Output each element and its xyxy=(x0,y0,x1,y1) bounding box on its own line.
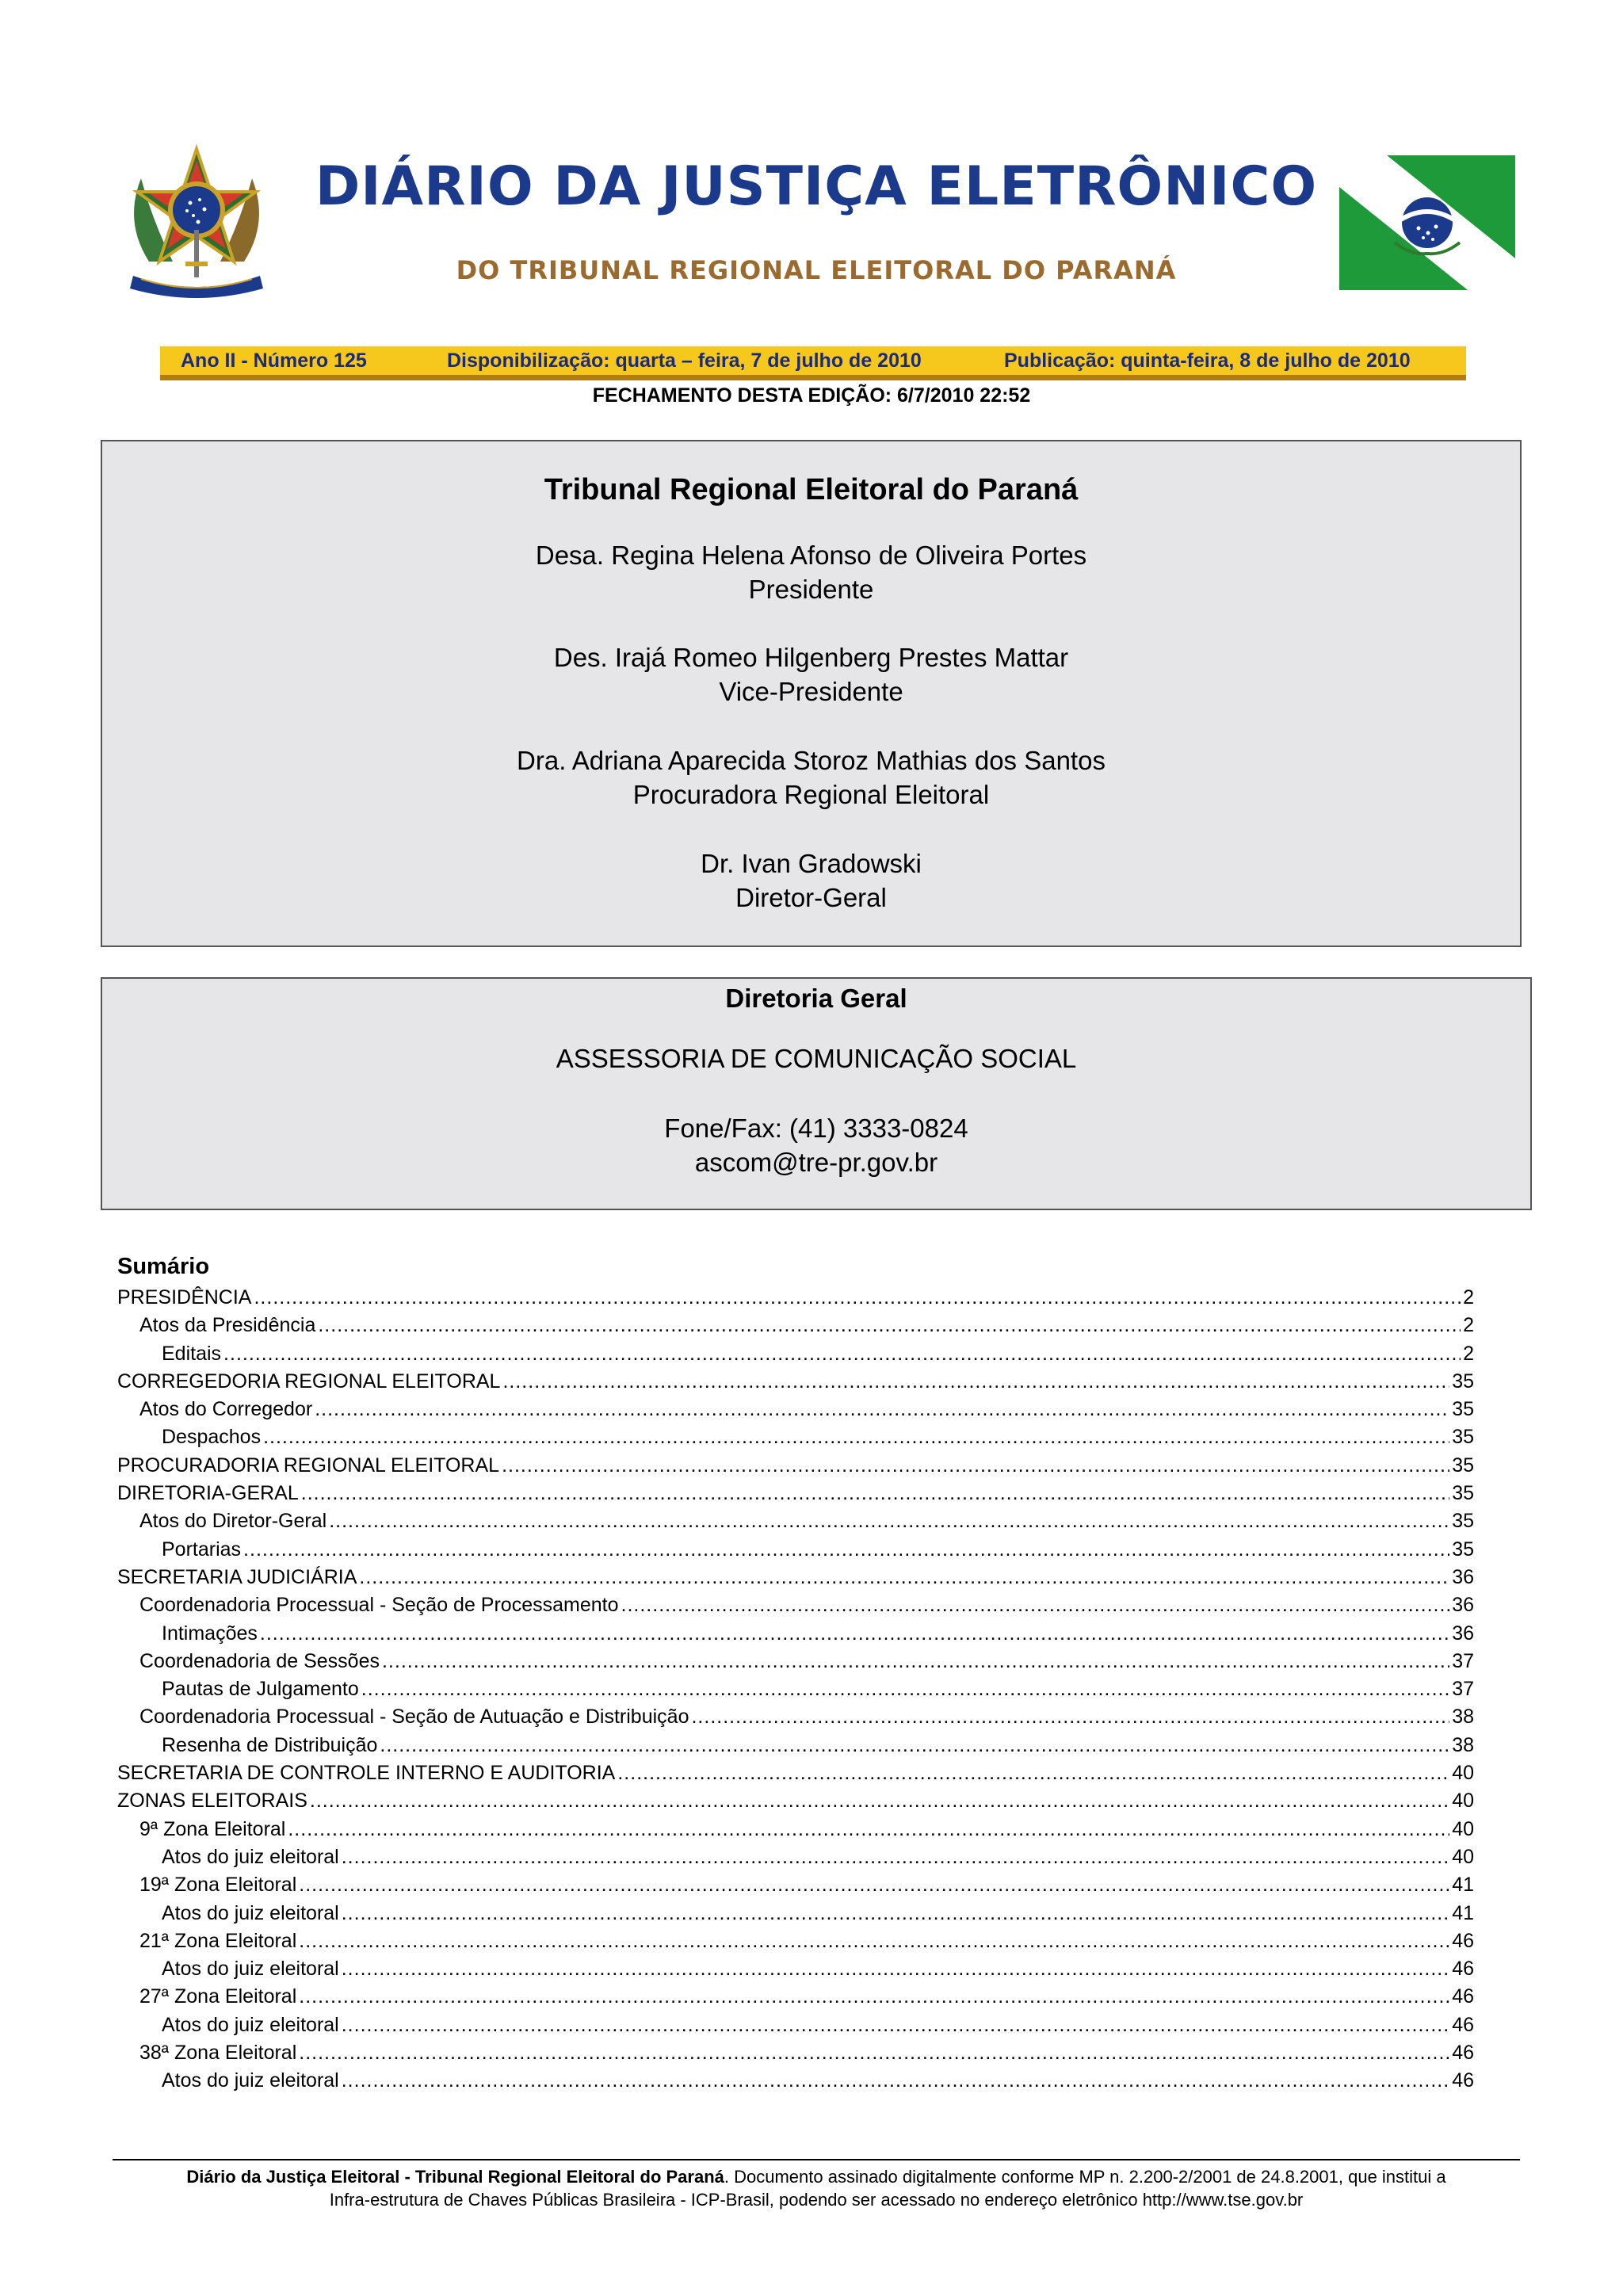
toc-page-number: 35 xyxy=(1452,1426,1474,1449)
edition-info-bar xyxy=(160,346,1466,380)
toc-page-number: 40 xyxy=(1452,1790,1474,1813)
toc-label: Atos do juiz eleitoral xyxy=(162,2069,339,2092)
toc-dot-leader xyxy=(263,1423,1449,1451)
footer-text: . Documento assinado digitalmente conforme MP n. 2.200-2/2001 de 24.8.2001, que institui a xyxy=(724,2167,1446,2187)
toc-page-number: 41 xyxy=(1452,1874,1474,1897)
toc-page-number: 37 xyxy=(1452,1649,1474,1672)
toc-label: Atos da Presidência xyxy=(139,1314,316,1337)
toc-label: Atos do juiz eleitoral xyxy=(162,2013,339,2036)
department-name: ASSESSORIA DE COMUNICAÇÃO SOCIAL xyxy=(556,1044,1077,1073)
contact-title: Diretoria Geral xyxy=(725,984,907,1013)
member-role: Presidente xyxy=(748,575,874,604)
toc-row[interactable] xyxy=(117,1900,1474,1927)
contact-info-box xyxy=(101,977,1532,1210)
contact-email: ascom@tre-pr.gov.br xyxy=(694,1148,938,1177)
toc-row[interactable] xyxy=(117,1284,1474,1312)
toc-page-number: 35 xyxy=(1452,1510,1474,1533)
toc-page-number: 37 xyxy=(1452,1678,1474,1701)
toc-row[interactable] xyxy=(117,1703,1474,1731)
toc-dot-leader xyxy=(299,1927,1449,1955)
toc-dot-leader xyxy=(310,1787,1449,1815)
toc-dot-leader xyxy=(342,1900,1449,1927)
toc-row[interactable] xyxy=(117,1368,1474,1396)
page-title: DIÁRIO DA JUSTIÇA ELETRÔNICO xyxy=(315,155,1318,218)
toc-dot-leader xyxy=(502,1368,1449,1396)
court-title: Tribunal Regional Eleitoral do Paraná xyxy=(544,473,1079,506)
toc-page-number: 40 xyxy=(1452,1817,1474,1840)
toc-dot-leader xyxy=(342,1955,1449,1983)
toc-page-number: 35 xyxy=(1452,1538,1474,1561)
toc-dot-leader xyxy=(223,1340,1461,1368)
toc-page-number: 2 xyxy=(1463,1314,1474,1337)
footer-text-line2: Infra-estrutura de Chaves Públicas Brasileira - ICP-Brasil, podendo ser acessado no endereço eletrônico http://www.tse.gov.br xyxy=(329,2190,1304,2210)
toc-dot-leader xyxy=(502,1452,1449,1480)
toc-page-number: 40 xyxy=(1452,1762,1474,1785)
toc-page-number: 35 xyxy=(1452,1482,1474,1505)
brazil-coat-of-arms-icon xyxy=(117,143,276,301)
footer xyxy=(111,2165,1522,2211)
toc-dot-leader xyxy=(382,1648,1449,1675)
toc-page-number: 36 xyxy=(1452,1594,1474,1617)
toc-row[interactable] xyxy=(117,1955,1474,1983)
toc-page-number: 2 xyxy=(1463,1342,1474,1365)
toc-row[interactable] xyxy=(117,1732,1474,1759)
toc-page-number: 46 xyxy=(1452,1929,1474,1952)
toc-label: Intimações xyxy=(162,1622,258,1645)
toc-label: 27ª Zona Eleitoral xyxy=(139,1985,297,2008)
edition-closing: FECHAMENTO DESTA EDIÇÃO: 6/7/2010 22:52 xyxy=(592,384,1031,407)
toc-label: 9ª Zona Eleitoral xyxy=(139,1817,286,1840)
toc-page-number: 35 xyxy=(1452,1454,1474,1477)
toc-row[interactable] xyxy=(117,2067,1474,2095)
toc-dot-leader xyxy=(288,1816,1449,1843)
toc-dot-leader xyxy=(299,1983,1449,2011)
toc-page-number: 46 xyxy=(1452,2013,1474,2036)
toc-label: Coordenadoria de Sessões xyxy=(139,1649,380,1672)
toc-page-number: 46 xyxy=(1452,2069,1474,2092)
toc-page-number: 38 xyxy=(1452,1733,1474,1756)
toc-page-number: 2 xyxy=(1463,1286,1474,1308)
toc-row[interactable] xyxy=(117,2011,1474,2039)
availability-date: Disponibilização: quarta – feira, 7 de julho de 2010 xyxy=(447,350,922,372)
toc-row[interactable] xyxy=(117,1423,1474,1451)
member-role: Diretor-Geral xyxy=(735,883,887,912)
toc-row[interactable] xyxy=(117,1396,1474,1423)
toc-label: Despachos xyxy=(162,1426,262,1449)
toc-label: Atos do Diretor-Geral xyxy=(139,1510,327,1533)
toc-dot-leader xyxy=(260,1620,1449,1648)
toc-row[interactable] xyxy=(117,1591,1474,1619)
toc-dot-leader xyxy=(299,2039,1449,2067)
toc-dot-leader xyxy=(380,1732,1449,1759)
table-of-contents xyxy=(117,1284,1474,2095)
toc-page-number: 36 xyxy=(1452,1622,1474,1645)
toc-label: Coordenadoria Processual - Seção de Autuação e Distribuição xyxy=(139,1706,689,1729)
toc-dot-leader xyxy=(361,1675,1449,1703)
phone-fax: Fone/Fax: (41) 3333-0824 xyxy=(664,1114,968,1143)
toc-dot-leader xyxy=(617,1759,1449,1787)
toc-dot-leader xyxy=(359,1564,1449,1591)
toc-label: CORREGEDORIA REGIONAL ELEITORAL xyxy=(117,1370,501,1392)
toc-page-number: 46 xyxy=(1452,1985,1474,2008)
court-info-box xyxy=(101,440,1522,947)
toc-dot-leader xyxy=(315,1396,1449,1423)
member-role: Procuradora Regional Eleitoral xyxy=(632,780,990,809)
toc-page-number: 35 xyxy=(1452,1398,1474,1421)
toc-label: Coordenadoria Processual - Seção de Processamento xyxy=(139,1594,619,1617)
toc-row[interactable] xyxy=(117,1507,1474,1535)
toc-page-number: 38 xyxy=(1452,1706,1474,1729)
toc-label: 19ª Zona Eleitoral xyxy=(139,1874,297,1897)
toc-label: Resenha de Distribuição xyxy=(162,1733,378,1756)
toc-row[interactable] xyxy=(117,1480,1474,1507)
toc-label: PRESIDÊNCIA xyxy=(117,1286,252,1308)
toc-page-number: 40 xyxy=(1452,1845,1474,1868)
member-name: Dra. Adriana Aparecida Storoz Mathias dos Santos xyxy=(517,746,1106,775)
toc-label: SECRETARIA JUDICIÁRIA xyxy=(117,1565,357,1588)
toc-page-number: 36 xyxy=(1452,1565,1474,1588)
toc-page-number: 46 xyxy=(1452,2042,1474,2065)
toc-dot-leader xyxy=(318,1312,1461,1339)
toc-row[interactable] xyxy=(117,1564,1474,1591)
toc-row[interactable] xyxy=(117,1927,1474,1955)
toc-label: Atos do juiz eleitoral xyxy=(162,1901,339,1924)
toc-dot-leader xyxy=(342,1843,1449,1871)
toc-dot-leader xyxy=(299,1871,1449,1899)
toc-row[interactable] xyxy=(117,1340,1474,1368)
toc-row[interactable] xyxy=(117,1536,1474,1564)
toc-page-number: 46 xyxy=(1452,1958,1474,1981)
toc-row[interactable] xyxy=(117,1648,1474,1675)
summary-title: Sumário xyxy=(117,1254,210,1279)
toc-label: 21ª Zona Eleitoral xyxy=(139,1929,297,1952)
toc-label: ZONAS ELEITORAIS xyxy=(117,1790,307,1813)
toc-row[interactable] xyxy=(117,1312,1474,1339)
toc-page-number: 35 xyxy=(1452,1370,1474,1392)
toc-label: Atos do juiz eleitoral xyxy=(162,1958,339,1981)
member-name: Dr. Ivan Gradowski xyxy=(701,849,922,878)
toc-row[interactable] xyxy=(117,1452,1474,1480)
toc-label: Pautas de Julgamento xyxy=(162,1678,359,1701)
toc-dot-leader xyxy=(301,1480,1449,1507)
toc-dot-leader xyxy=(342,2067,1449,2095)
toc-label: SECRETARIA DE CONTROLE INTERNO E AUDITORIA xyxy=(117,1762,616,1785)
page-subtitle: DO TRIBUNAL REGIONAL ELEITORAL DO PARANÁ xyxy=(456,255,1177,285)
toc-label: Atos do Corregedor xyxy=(139,1398,313,1421)
toc-row[interactable] xyxy=(117,1843,1474,1871)
publication-date: Publicação: quinta-feira, 8 de julho de 2010 xyxy=(1004,350,1411,372)
toc-row[interactable] xyxy=(117,2039,1474,2067)
toc-label: PROCURADORIA REGIONAL ELEITORAL xyxy=(117,1454,500,1477)
toc-row[interactable] xyxy=(117,1759,1474,1787)
toc-label: 38ª Zona Eleitoral xyxy=(139,2042,297,2065)
toc-dot-leader xyxy=(691,1703,1449,1731)
toc-label: Portarias xyxy=(162,1538,242,1561)
toc-page-number: 41 xyxy=(1452,1901,1474,1924)
toc-dot-leader xyxy=(621,1591,1450,1619)
toc-row[interactable] xyxy=(117,1871,1474,1899)
footer-divider xyxy=(113,2159,1520,2160)
toc-row[interactable] xyxy=(117,1620,1474,1648)
parana-flag-icon xyxy=(1339,155,1515,290)
toc-label: Atos do juiz eleitoral xyxy=(162,1845,339,1868)
footer-bold-text: Diário da Justiça Eleitoral - Tribunal Regional Eleitoral do Paraná xyxy=(186,2167,724,2187)
member-role: Vice-Presidente xyxy=(719,677,903,706)
toc-dot-leader xyxy=(329,1507,1449,1535)
toc-dot-leader xyxy=(342,2011,1449,2039)
member-name: Desa. Regina Helena Afonso de Oliveira Portes xyxy=(535,541,1087,570)
issue-number: Ano II - Número 125 xyxy=(181,350,367,372)
toc-row[interactable] xyxy=(117,1983,1474,2011)
toc-dot-leader xyxy=(243,1536,1449,1564)
toc-label: Editais xyxy=(162,1342,222,1365)
toc-row[interactable] xyxy=(117,1675,1474,1703)
toc-row[interactable] xyxy=(117,1816,1474,1843)
member-name: Des. Irajá Romeo Hilgenberg Prestes Mattar xyxy=(553,643,1069,672)
toc-row[interactable] xyxy=(117,1787,1474,1815)
toc-dot-leader xyxy=(254,1284,1461,1312)
toc-label: DIRETORIA-GERAL xyxy=(117,1482,299,1505)
